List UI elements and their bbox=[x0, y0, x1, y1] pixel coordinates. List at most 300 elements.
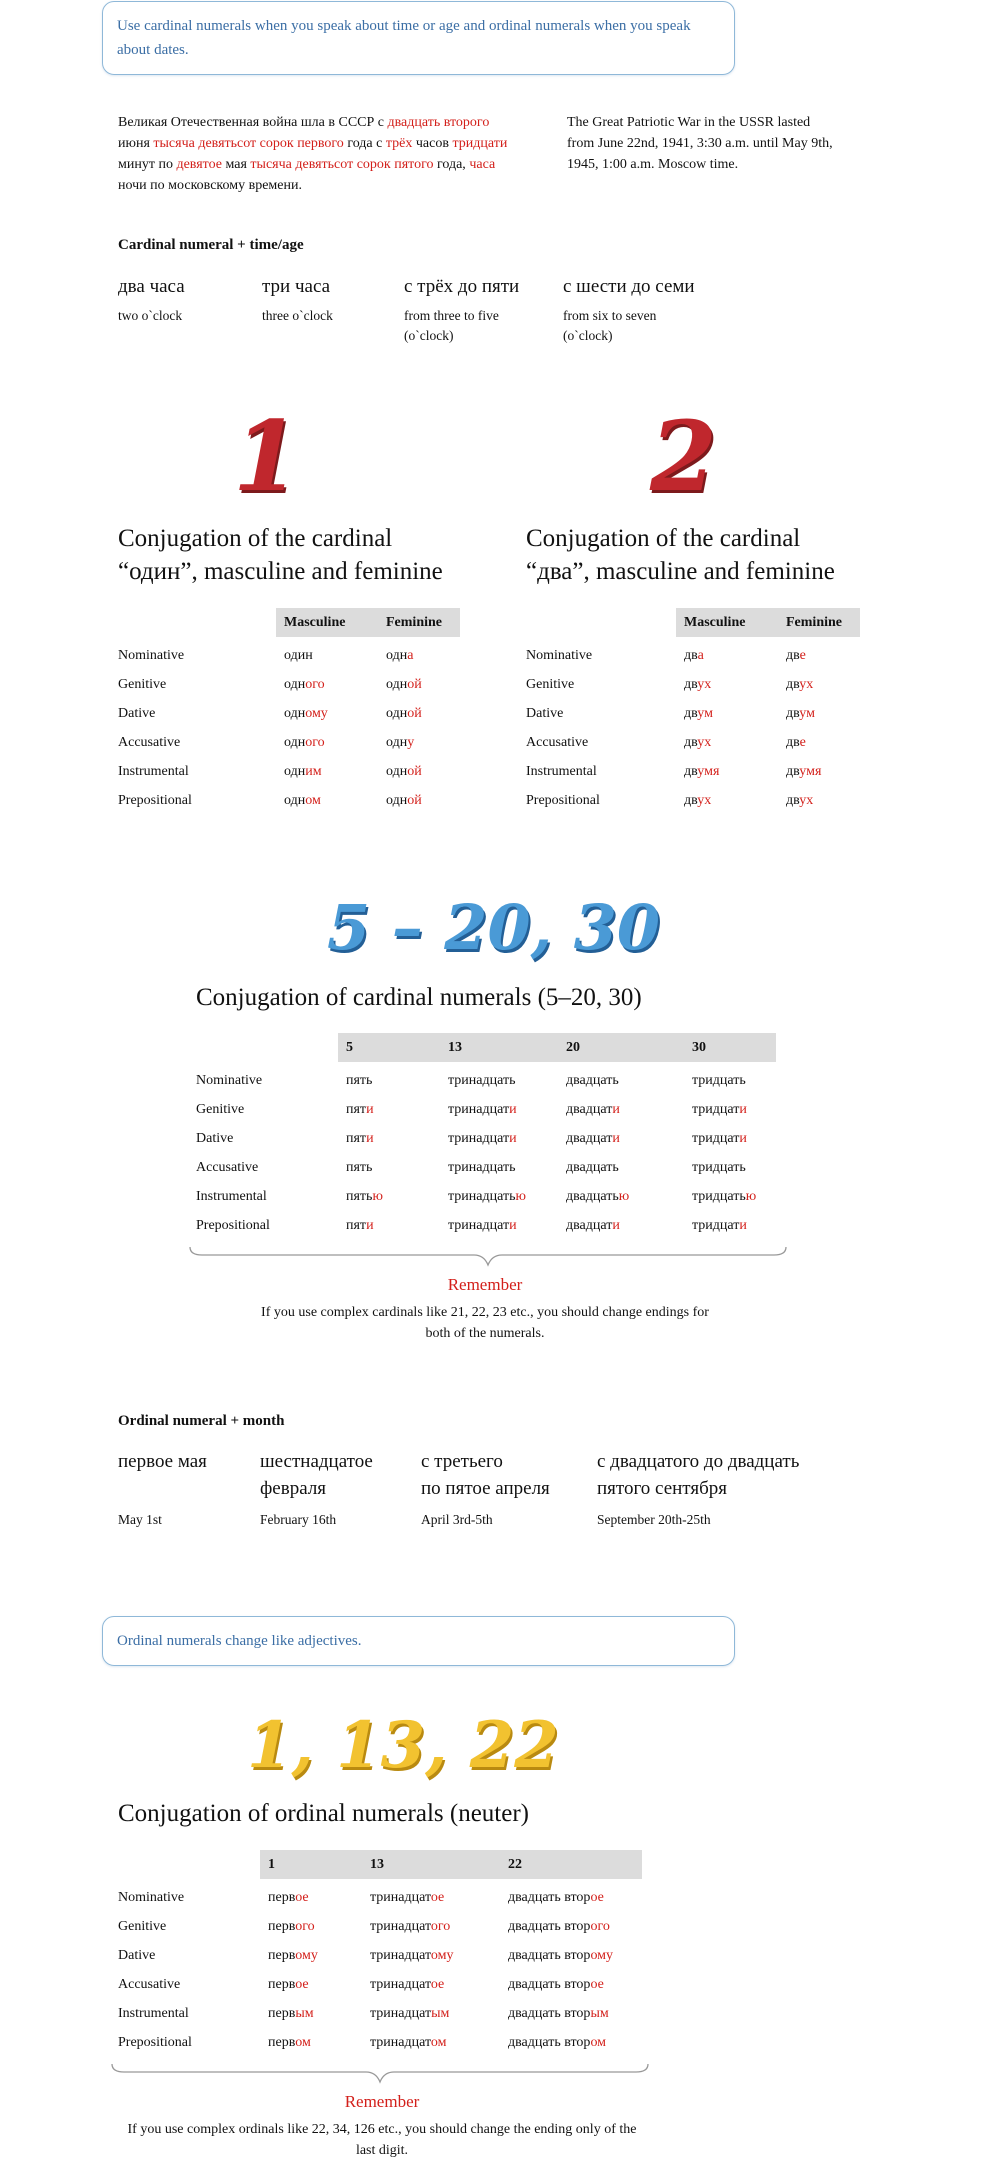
word-stem: тридцать bbox=[692, 1159, 746, 1175]
ending-highlight: и bbox=[509, 1217, 517, 1233]
table-cell bbox=[378, 757, 460, 786]
table-cell bbox=[778, 757, 860, 786]
column-header: 30 bbox=[684, 1033, 776, 1062]
table-row bbox=[118, 728, 460, 757]
table-row bbox=[118, 1941, 642, 1970]
heading-line: “один”, masculine and feminine bbox=[118, 558, 443, 585]
table-row bbox=[196, 1066, 776, 1095]
hero-number-one: 1 bbox=[233, 400, 300, 513]
remember-text: If you use complex ordinals like 22, 34, 126 etc., you should change the ending only of the last digit. bbox=[127, 2122, 637, 2158]
word-stem: перв bbox=[268, 1918, 296, 1934]
word-stem: двадцать bbox=[566, 1188, 619, 1204]
word-stem: дв bbox=[786, 792, 800, 808]
heading-conjugation-ordinal: Conjugation of ordinal numerals (neuter) bbox=[118, 1800, 529, 1827]
word-stem: дв bbox=[786, 763, 800, 779]
hero-number-1-13-22: 1, 13, 22 bbox=[247, 1708, 559, 1783]
phrase-en: three o`clock bbox=[262, 308, 333, 323]
word-stem: дв bbox=[684, 676, 698, 692]
table-cell bbox=[440, 1124, 558, 1153]
table-cell bbox=[276, 728, 378, 757]
case-label: Nominative bbox=[196, 1072, 263, 1088]
phrase-ru: с двадцатого до двадцать bbox=[597, 1451, 800, 1472]
case-label: Dative bbox=[118, 1947, 156, 1963]
word-stem: перв bbox=[268, 1889, 296, 1905]
table-cell bbox=[778, 699, 860, 728]
word-stem: дв bbox=[786, 676, 800, 692]
case-label: Genitive bbox=[118, 1918, 167, 1934]
phrase-may-1 bbox=[118, 1448, 258, 1530]
word-stem: тридцат bbox=[692, 1130, 740, 1146]
table-row bbox=[118, 1912, 642, 1941]
table-cell bbox=[500, 2028, 642, 2057]
word-stem: двадцать втор bbox=[508, 1947, 591, 1963]
ending-highlight: ю bbox=[515, 1188, 526, 1204]
brace-divider bbox=[110, 2062, 650, 2086]
table-cell bbox=[676, 757, 778, 786]
phrase-two-oclock bbox=[118, 273, 248, 326]
word-stem: двадцать втор bbox=[508, 2005, 591, 2021]
table-cell bbox=[676, 699, 778, 728]
word-stem: одн bbox=[386, 734, 408, 750]
word-stem: пят bbox=[346, 1101, 367, 1117]
table-cell bbox=[778, 670, 860, 699]
ending-highlight: ому bbox=[295, 1947, 318, 1963]
ending-highlight: ом bbox=[590, 2034, 607, 2050]
ending-highlight: и bbox=[739, 1101, 747, 1117]
word-stem: дв bbox=[786, 734, 800, 750]
table-cell bbox=[362, 1941, 500, 1970]
table-cell bbox=[378, 699, 460, 728]
hero-number-five-twenty-thirty: 5 – 20, 30 bbox=[327, 891, 661, 964]
numeral-highlight: тридцати bbox=[452, 136, 508, 151]
ending-highlight: ым bbox=[295, 2005, 314, 2021]
ending-highlight: и bbox=[739, 1217, 747, 1233]
ending-highlight: ух bbox=[799, 792, 814, 808]
remember-title: Remember bbox=[344, 2092, 420, 2111]
table-cell bbox=[500, 1912, 642, 1941]
table-row bbox=[118, 670, 460, 699]
phrase-feb-16 bbox=[260, 1448, 410, 1530]
numeral-highlight: тысяча девятьсот сорок первого bbox=[153, 136, 344, 151]
word-stem: тринадцат bbox=[448, 1130, 510, 1146]
table-cell bbox=[500, 1883, 642, 1912]
table-cell bbox=[362, 1883, 500, 1912]
word-stem: тринадцать bbox=[448, 1159, 516, 1175]
table-cell bbox=[684, 1095, 776, 1124]
phrase-april-3-5 bbox=[421, 1448, 591, 1530]
table-cell bbox=[500, 1941, 642, 1970]
case-label: Dative bbox=[526, 705, 564, 721]
case-label: Dative bbox=[196, 1130, 234, 1146]
word-stem: перв bbox=[268, 1947, 296, 1963]
table-conjugation-ordinal bbox=[118, 1850, 642, 2057]
table-cell bbox=[500, 1970, 642, 1999]
phrase-en: from three to five (o`clock) bbox=[404, 308, 499, 343]
ending-highlight: ум bbox=[799, 705, 815, 721]
table-cell bbox=[260, 1883, 362, 1912]
table-cell bbox=[684, 1211, 776, 1240]
ending-highlight: ое bbox=[590, 1976, 604, 1992]
word-stem: тридцать bbox=[692, 1072, 746, 1088]
ending-highlight: ого bbox=[590, 1918, 610, 1934]
phrase-ru: февраля bbox=[260, 1478, 327, 1499]
word-stem: двадцать втор bbox=[508, 1889, 591, 1905]
ending-highlight: ух bbox=[799, 676, 814, 692]
column-header: 5 bbox=[338, 1033, 440, 1062]
word-stem: одн bbox=[386, 763, 408, 779]
word-stem: пять bbox=[346, 1188, 373, 1204]
word-stem: одн bbox=[284, 792, 306, 808]
ending-highlight: ой bbox=[407, 676, 422, 692]
column-header: 1 bbox=[260, 1850, 362, 1879]
word-stem: одн bbox=[284, 734, 306, 750]
word-stem: дв bbox=[786, 705, 800, 721]
ending-highlight: е bbox=[799, 647, 806, 663]
table-cell bbox=[558, 1182, 684, 1211]
word-stem: дв bbox=[684, 647, 698, 663]
word-stem: двадцать втор bbox=[508, 1976, 591, 1992]
phrase-ru: два часа bbox=[118, 276, 185, 297]
word-stem: тринадцат bbox=[370, 1976, 431, 1992]
word-stem: тридцат bbox=[692, 1101, 740, 1117]
word-stem: тринадцать bbox=[448, 1072, 516, 1088]
ending-highlight: ю bbox=[372, 1188, 383, 1204]
text-run: минут по bbox=[118, 157, 177, 172]
table-cell bbox=[260, 1912, 362, 1941]
phrase-en: February 16th bbox=[260, 1512, 337, 1527]
hero-number-two: 2 bbox=[650, 400, 717, 513]
table-cell bbox=[276, 641, 378, 670]
table-cell bbox=[260, 1970, 362, 1999]
word-stem: двадцат bbox=[566, 1101, 613, 1117]
ending-highlight: ой bbox=[407, 763, 422, 779]
ending-highlight: ое bbox=[295, 1889, 309, 1905]
ending-highlight: умя bbox=[697, 763, 720, 779]
case-label: Genitive bbox=[118, 676, 167, 692]
ending-highlight: ум bbox=[697, 705, 713, 721]
ending-highlight: и bbox=[509, 1101, 517, 1117]
case-label: Nominative bbox=[118, 647, 185, 663]
table-row bbox=[526, 757, 860, 786]
intro-russian-paragraph bbox=[118, 112, 518, 196]
numeral-highlight: двадцать второго bbox=[387, 115, 490, 130]
case-label: Dative bbox=[118, 705, 156, 721]
phrase-ru: с шести до семи bbox=[563, 276, 695, 297]
table-cell bbox=[362, 2028, 500, 2057]
table-row bbox=[526, 641, 860, 670]
word-stem: двадцать bbox=[566, 1072, 619, 1088]
ending-highlight: и bbox=[366, 1217, 374, 1233]
word-stem: двадцать втор bbox=[508, 1918, 591, 1934]
table-cell bbox=[778, 786, 860, 815]
table-row bbox=[526, 728, 860, 757]
ending-highlight: ух bbox=[697, 792, 712, 808]
phrase-ru: по пятое апреля bbox=[421, 1478, 550, 1499]
numeral-highlight: девятое bbox=[176, 157, 222, 172]
ending-highlight: ом bbox=[305, 792, 321, 808]
case-label: Genitive bbox=[196, 1101, 245, 1117]
table-cell bbox=[260, 2028, 362, 2057]
column-header: Feminine bbox=[378, 608, 460, 637]
table-row bbox=[118, 1970, 642, 1999]
word-stem: дв bbox=[684, 705, 698, 721]
table-cell bbox=[378, 641, 460, 670]
table-cell bbox=[440, 1095, 558, 1124]
table-cell bbox=[276, 786, 378, 815]
table-cell bbox=[276, 757, 378, 786]
table-cell bbox=[276, 699, 378, 728]
ending-highlight: ой bbox=[407, 792, 422, 808]
table-cell bbox=[558, 1124, 684, 1153]
column-header: Masculine bbox=[676, 608, 778, 637]
word-stem: перв bbox=[268, 2034, 296, 2050]
table-row bbox=[118, 641, 460, 670]
case-label: Accusative bbox=[196, 1159, 259, 1175]
phrase-six-to-seven bbox=[563, 273, 703, 346]
case-label: Prepositional bbox=[118, 2034, 192, 2050]
table-cell bbox=[338, 1095, 440, 1124]
word-stem: пять bbox=[346, 1159, 373, 1175]
case-label: Instrumental bbox=[118, 2005, 189, 2021]
word-stem: тринадцат bbox=[370, 1889, 431, 1905]
header-row bbox=[196, 1033, 776, 1062]
table-conjugation-odin bbox=[118, 608, 460, 815]
word-stem: перв bbox=[268, 2005, 296, 2021]
table-cell bbox=[440, 1211, 558, 1240]
heading-conjugation-odin bbox=[118, 522, 498, 588]
ending-highlight: е bbox=[799, 734, 806, 750]
phrase-en: from six to seven (o`clock) bbox=[563, 308, 657, 343]
column-header: 20 bbox=[558, 1033, 684, 1062]
word-stem: одн bbox=[284, 676, 306, 692]
word-stem: двадцат bbox=[566, 1217, 613, 1233]
table-cell bbox=[338, 1066, 440, 1095]
table-row bbox=[118, 1999, 642, 2028]
case-label: Nominative bbox=[526, 647, 593, 663]
brace-divider bbox=[188, 1245, 788, 1269]
phrase-en: September 20th-25th bbox=[597, 1512, 711, 1527]
table-row bbox=[196, 1095, 776, 1124]
case-label: Accusative bbox=[118, 1976, 181, 1992]
ending-highlight: ом bbox=[430, 2034, 447, 2050]
table-row bbox=[196, 1211, 776, 1240]
table-row bbox=[118, 757, 460, 786]
column-header: 22 bbox=[500, 1850, 642, 1879]
ending-highlight: и bbox=[612, 1130, 620, 1146]
ending-highlight: и bbox=[612, 1217, 620, 1233]
table-row bbox=[118, 786, 460, 815]
table-row bbox=[196, 1182, 776, 1211]
ending-highlight: им bbox=[305, 763, 322, 779]
column-header: 13 bbox=[362, 1850, 500, 1879]
remember-title: Remember bbox=[447, 1275, 523, 1294]
ending-highlight: и bbox=[366, 1101, 374, 1117]
word-stem: тринадцат bbox=[448, 1217, 510, 1233]
table-cell bbox=[260, 1999, 362, 2028]
case-label: Instrumental bbox=[526, 763, 597, 779]
ending-highlight: ое bbox=[430, 1889, 445, 1905]
phrase-en: two o`clock bbox=[118, 308, 183, 323]
ending-highlight: ю bbox=[745, 1188, 757, 1204]
word-stem: дв bbox=[684, 734, 698, 750]
phrase-en: May 1st bbox=[118, 1512, 162, 1527]
word-stem: тринадцат bbox=[448, 1101, 510, 1117]
ending-highlight: ым bbox=[431, 2005, 450, 2021]
table-row bbox=[526, 699, 860, 728]
table-row bbox=[118, 1883, 642, 1912]
word-stem: тринадцат bbox=[370, 1918, 431, 1934]
word-stem: перв bbox=[268, 1976, 296, 1992]
ending-highlight: и bbox=[509, 1130, 517, 1146]
case-label: Prepositional bbox=[526, 792, 600, 808]
phrase-ru bbox=[118, 1475, 258, 1502]
text-run: июня bbox=[118, 136, 154, 151]
case-label: Accusative bbox=[526, 734, 589, 750]
word-stem: дв bbox=[684, 792, 698, 808]
phrase-ru: три часа bbox=[262, 276, 331, 297]
word-stem: дв bbox=[684, 763, 698, 779]
table-cell bbox=[558, 1095, 684, 1124]
table-cell bbox=[684, 1124, 776, 1153]
text-run: Великая Отечественная война шла в СССР с bbox=[118, 115, 388, 130]
table-cell bbox=[338, 1153, 440, 1182]
word-stem: тринадцат bbox=[370, 1947, 431, 1963]
table-cell bbox=[362, 1970, 500, 1999]
table-cell bbox=[362, 1999, 500, 2028]
column-header: Masculine bbox=[276, 608, 378, 637]
case-label: Instrumental bbox=[118, 763, 189, 779]
table-cell bbox=[778, 728, 860, 757]
table-row bbox=[526, 670, 860, 699]
ending-highlight: ому bbox=[590, 1947, 614, 1963]
phrase-ru: первое мая bbox=[118, 1451, 207, 1472]
table-cell bbox=[440, 1066, 558, 1095]
table-cell bbox=[338, 1124, 440, 1153]
column-header: 13 bbox=[440, 1033, 558, 1062]
table-cell bbox=[684, 1153, 776, 1182]
ending-highlight: ого bbox=[305, 676, 325, 692]
phrase-en: April 3rd-5th bbox=[421, 1512, 493, 1527]
remember-text: If you use complex cardinals like 21, 22, 23 etc., you should change endings for both of the numerals. bbox=[261, 1305, 709, 1341]
text-run: часов bbox=[412, 136, 453, 151]
table-cell bbox=[500, 1999, 642, 2028]
table-cell bbox=[558, 1211, 684, 1240]
ending-highlight: и bbox=[739, 1130, 747, 1146]
table-cell bbox=[558, 1153, 684, 1182]
ending-highlight: ого bbox=[295, 1918, 315, 1934]
word-stem: одн bbox=[386, 647, 408, 663]
text-run: ночи по московскому времени. bbox=[118, 178, 302, 193]
ending-highlight: а bbox=[407, 647, 414, 663]
phrase-sept-20-25 bbox=[597, 1448, 857, 1530]
word-stem: одн bbox=[386, 676, 408, 692]
ending-highlight: ух bbox=[697, 676, 712, 692]
heading-conjugation-5-30: Conjugation of cardinal numerals (5–20, 30) bbox=[196, 984, 642, 1011]
phrase-ru: с третьего bbox=[421, 1451, 503, 1472]
ordinal-month-title: Ordinal numeral + month bbox=[118, 1413, 285, 1429]
ending-highlight: ю bbox=[618, 1188, 630, 1204]
numeral-highlight: трёх bbox=[385, 136, 413, 151]
numeral-highlight: тысяча девятьсот сорок пятого bbox=[250, 157, 434, 172]
ending-highlight: ое bbox=[430, 1976, 445, 1992]
ending-highlight: ое bbox=[590, 1889, 604, 1905]
word-stem: тринадцать bbox=[448, 1188, 516, 1204]
word-stem: двадцать втор bbox=[508, 2034, 591, 2050]
header-row bbox=[118, 608, 460, 637]
table-cell bbox=[676, 786, 778, 815]
word-stem: тридцать bbox=[692, 1188, 746, 1204]
note-text: Use cardinal numerals when you speak about time or age and ordinal numerals when you speak about dates. bbox=[117, 18, 691, 58]
word-stem: одн bbox=[386, 705, 408, 721]
ending-highlight: ого bbox=[305, 734, 325, 750]
table-cell bbox=[676, 670, 778, 699]
table-cell bbox=[778, 641, 860, 670]
case-label: Nominative bbox=[118, 1889, 185, 1905]
header-spacer bbox=[196, 1033, 338, 1062]
column-header: Feminine bbox=[778, 608, 860, 637]
ending-highlight: ого bbox=[430, 1918, 451, 1934]
table-cell bbox=[558, 1066, 684, 1095]
ending-highlight: а bbox=[697, 647, 704, 663]
ending-highlight: и bbox=[366, 1130, 374, 1146]
text-run: мая bbox=[222, 157, 251, 172]
note-text: Ordinal numerals change like adjectives. bbox=[117, 1633, 362, 1649]
word-stem: пят bbox=[346, 1217, 367, 1233]
case-label: Prepositional bbox=[196, 1217, 270, 1233]
table-cell bbox=[362, 1912, 500, 1941]
table-cell bbox=[676, 641, 778, 670]
text-run: года с bbox=[343, 136, 386, 151]
table-conjugation-5-30 bbox=[196, 1033, 776, 1240]
word-stem: двадцат bbox=[566, 1130, 613, 1146]
text-run: года, bbox=[433, 157, 470, 172]
word-stem: одн bbox=[284, 705, 306, 721]
table-cell bbox=[276, 670, 378, 699]
word-stem: тринадцат bbox=[370, 2034, 431, 2050]
word-stem: одн bbox=[386, 792, 408, 808]
ending-highlight: ух bbox=[697, 734, 712, 750]
table-cell bbox=[440, 1153, 558, 1182]
word-stem: тринадцат bbox=[370, 2005, 432, 2021]
numeral-highlight: часа bbox=[469, 157, 496, 172]
case-label: Instrumental bbox=[196, 1188, 267, 1204]
case-label: Genitive bbox=[526, 676, 575, 692]
header-row bbox=[118, 1850, 642, 1879]
note-cardinal-ordinal-usage bbox=[102, 1, 735, 75]
phrase-ru: шестнадцатое bbox=[260, 1451, 373, 1472]
ending-highlight: ом bbox=[295, 2034, 311, 2050]
header-spacer bbox=[526, 608, 676, 637]
table-cell bbox=[338, 1211, 440, 1240]
word-stem: дв bbox=[786, 647, 800, 663]
table-row bbox=[118, 2028, 642, 2057]
phrase-ru: с трёх до пяти bbox=[404, 276, 520, 297]
table-row bbox=[196, 1153, 776, 1182]
heading-line: “два”, masculine and feminine bbox=[526, 558, 835, 585]
table-cell bbox=[676, 728, 778, 757]
header-row bbox=[526, 608, 860, 637]
heading-line: Conjugation of the cardinal bbox=[118, 525, 393, 552]
case-label: Accusative bbox=[118, 734, 181, 750]
table-cell bbox=[378, 728, 460, 757]
table-row bbox=[526, 786, 860, 815]
table-conjugation-dva bbox=[526, 608, 860, 815]
table-cell bbox=[440, 1182, 558, 1211]
case-label: Prepositional bbox=[118, 792, 192, 808]
phrase-three-oclock bbox=[262, 273, 392, 326]
intro-english-paragraph: The Great Patriotic War in the USSR lasted from June 22nd, 1941, 3:30 a.m. until May 9th, 1945, 1:00 a.m. Moscow time. bbox=[567, 115, 833, 172]
word-stem: тридцат bbox=[692, 1217, 740, 1233]
